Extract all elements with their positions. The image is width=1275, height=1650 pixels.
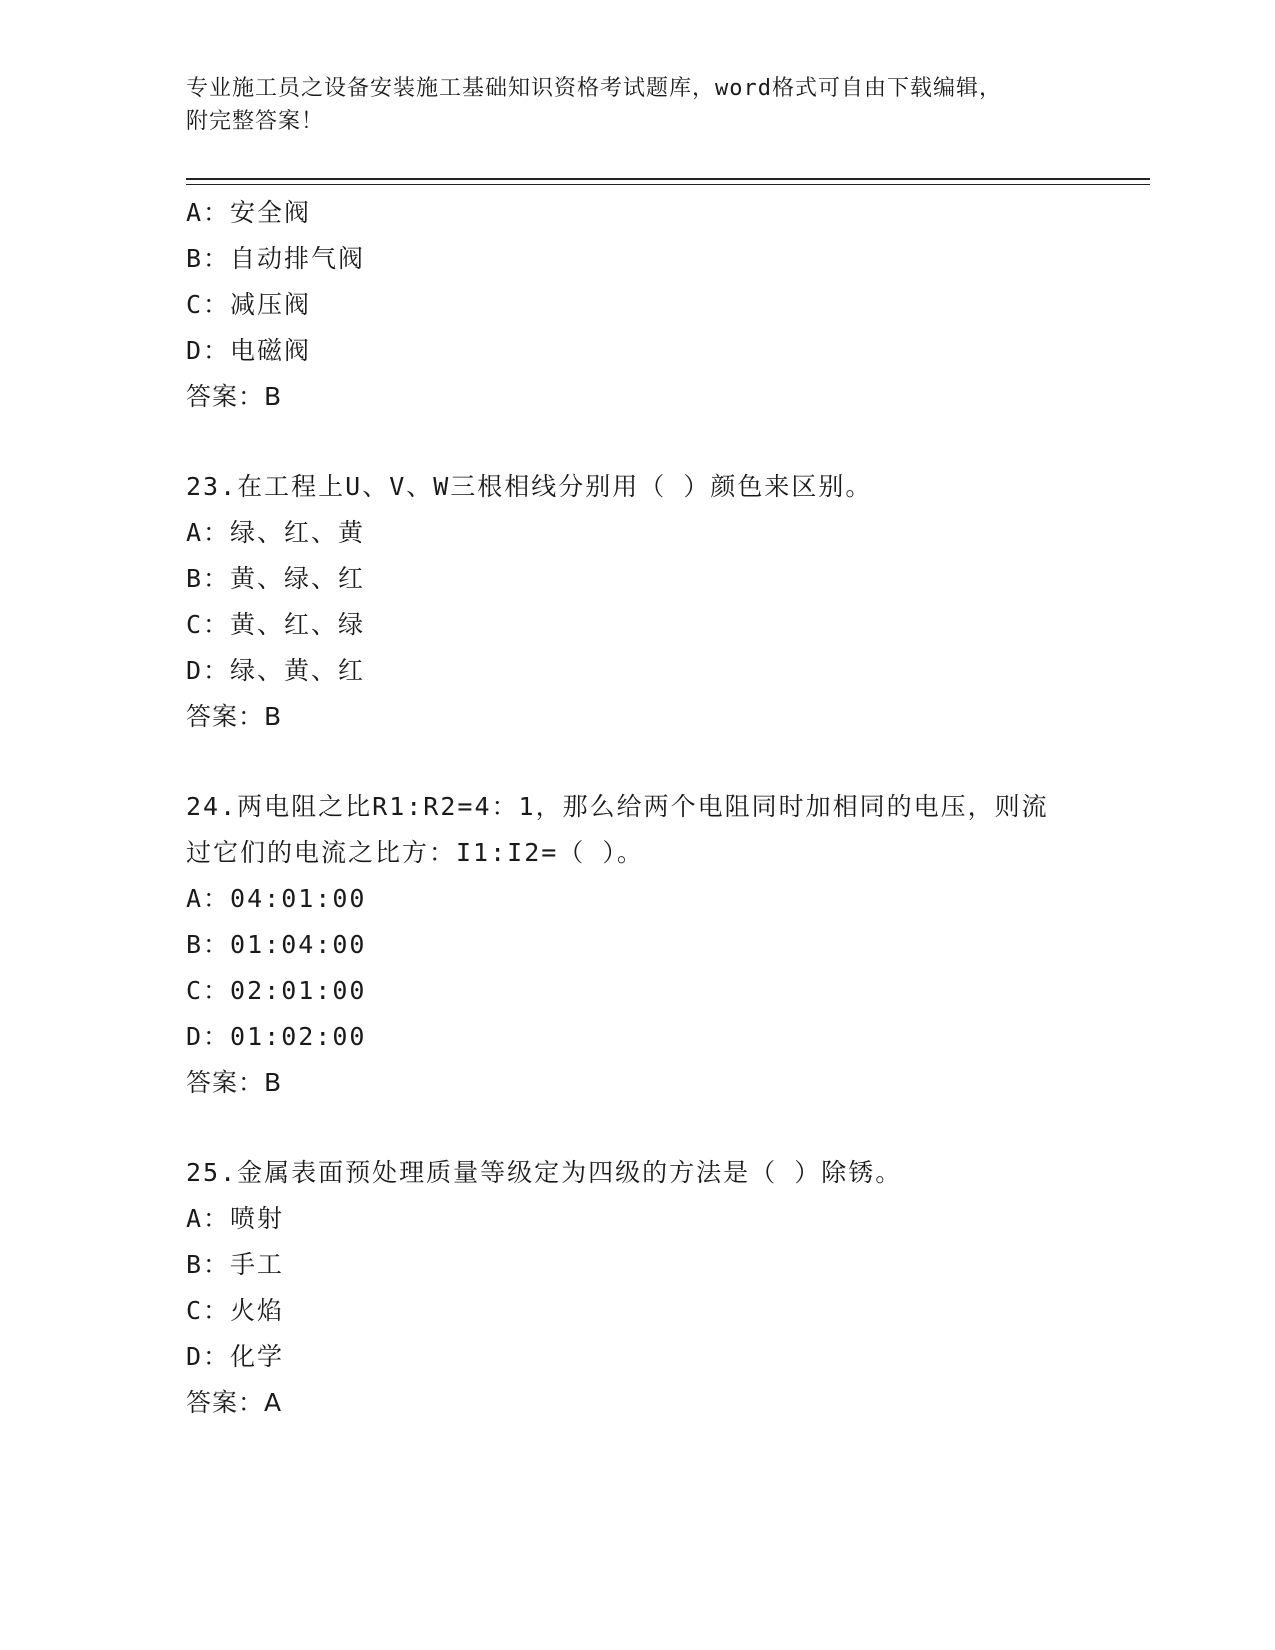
header-divider-thin (186, 184, 1150, 185)
question-25 (186, 1150, 1086, 1426)
option-b: B：01:04:00 (186, 930, 367, 959)
header-title-line-2: 附完整答案！ (186, 109, 325, 134)
question-22 (186, 190, 1086, 420)
question-list (186, 190, 1086, 1426)
option-c: C：02:01:00 (186, 976, 367, 1005)
option-d: D：绿、黄、红 (186, 656, 366, 685)
answer-line: 答案：B (186, 702, 283, 731)
answer-line: 答案：A (186, 1388, 283, 1417)
option-c: C：黄、红、绿 (186, 610, 366, 639)
header-title-line-1: 专业施工员之设备安装施工基础知识资格考试题库，word格式可自由下载编辑， (186, 76, 1002, 101)
option-a: A：04:01:00 (186, 884, 367, 913)
question-stem: 23.在工程上U、V、W三根相线分别用（ ）颜色来区别。 (186, 472, 873, 501)
header-divider-thick (186, 178, 1150, 180)
option-b: B：手工 (186, 1250, 285, 1279)
document-header (186, 72, 1066, 138)
question-spacer (186, 1106, 1086, 1150)
option-c: C：火焰 (186, 1296, 285, 1325)
answer-line: 答案：B (186, 382, 283, 411)
option-a: A：安全阀 (186, 198, 312, 227)
question-spacer (186, 420, 1086, 464)
option-b: B：自动排气阀 (186, 244, 366, 273)
question-stem-line-1: 24.两电阻之比R1:R2=4：1，那么给两个电阻同时加相同的电压，则流 (186, 792, 1049, 821)
question-24 (186, 784, 1086, 1106)
option-d: D：化学 (186, 1342, 285, 1371)
question-spacer (186, 740, 1086, 784)
question-stem-line-2: 过它们的电流之比方：I1:I2=（ ）。 (186, 838, 644, 867)
option-c: C：减压阀 (186, 290, 312, 319)
question-23 (186, 464, 1086, 740)
option-d: D：01:02:00 (186, 1022, 367, 1051)
option-a: A：绿、红、黄 (186, 518, 366, 547)
option-a: A：喷射 (186, 1204, 285, 1233)
question-stem: 25.金属表面预处理质量等级定为四级的方法是（ ）除锈。 (186, 1158, 903, 1187)
answer-line: 答案：B (186, 1068, 283, 1097)
option-d: D：电磁阀 (186, 336, 312, 365)
option-b: B：黄、绿、红 (186, 564, 366, 593)
